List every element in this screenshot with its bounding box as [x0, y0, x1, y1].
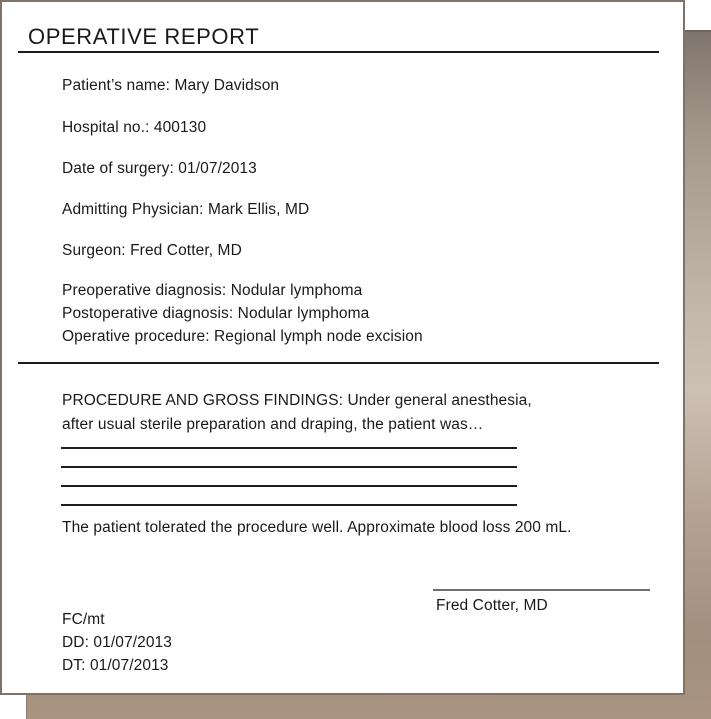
blank-line	[61, 504, 517, 506]
field-postoperative-diagnosis: Postoperative diagnosis: Nodular lymphoma	[62, 305, 370, 322]
blank-line	[61, 466, 517, 468]
blank-line	[61, 485, 517, 487]
field-hospital-no: Hospital no.: 400130	[62, 119, 207, 136]
footer-date-dictated: DD: 01/07/2013	[62, 634, 172, 651]
closing-statement: The patient tolerated the procedure well. Approximate blood loss 200 mL.	[62, 519, 572, 536]
title-divider	[18, 51, 659, 53]
footer-initials: FC/mt	[62, 611, 105, 628]
field-date-of-surgery: Date of surgery: 01/07/2013	[62, 160, 257, 177]
field-patient-name: Patient’s name: Mary Davidson	[62, 77, 280, 94]
blank-line	[61, 447, 517, 449]
field-admitting-physician: Admitting Physician: Mark Ellis, MD	[62, 201, 310, 218]
findings-line-2: after usual sterile preparation and draping, the patient was…	[62, 416, 484, 433]
field-preoperative-diagnosis: Preoperative diagnosis: Nodular lymphoma	[62, 282, 363, 299]
footer-date-transcribed: DT: 01/07/2013	[62, 657, 169, 674]
blank-fill-in-lines	[61, 447, 517, 523]
field-surgeon: Surgeon: Fred Cotter, MD	[62, 242, 242, 259]
section-divider	[18, 362, 659, 364]
findings-line-1: PROCEDURE AND GROSS FINDINGS: Under general anesthesia,	[62, 392, 532, 409]
page-title: OPERATIVE REPORT	[28, 24, 260, 49]
signature-name: Fred Cotter, MD	[436, 597, 548, 614]
signature-line	[433, 589, 650, 591]
field-operative-procedure: Operative procedure: Regional lymph node excision	[62, 328, 423, 345]
